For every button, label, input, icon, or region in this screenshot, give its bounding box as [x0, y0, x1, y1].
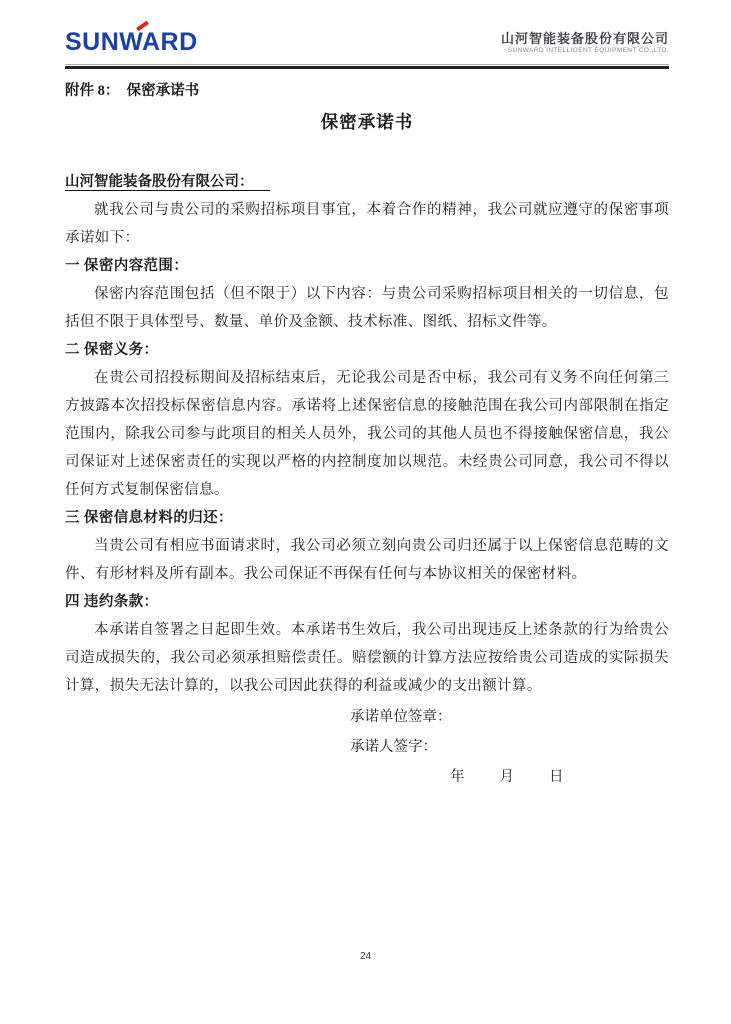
sunward-logo — [65, 30, 198, 55]
document-content — [65, 0, 669, 792]
company-name-block — [501, 31, 669, 55]
section-3-body: 当贵公司有相应书面请求时，我公司必须立刻向贵公司归还属于以上保密信息范畴的文件、有形材料及所有副本。我公司保证不再保有任何与本协议相关的保密材料。 — [65, 538, 669, 582]
section-1-heading: 一 保密内容范围： — [65, 258, 189, 274]
page-number: 24 — [359, 951, 372, 962]
salutation-line — [65, 168, 669, 196]
company-name-english: SUNWARD INTELLIGENT EQUIPMENT CO.,LTD. — [507, 46, 669, 54]
section-1-body: 保密内容范围包括（但不限于）以下内容：与贵公司采购招标项目相关的一切信息，包括但不限于具体型号、数量、单价及金额、技术标准、图纸、招标文件等。 — [65, 286, 669, 330]
page-header — [65, 0, 669, 55]
section-4-body: 本承诺自签署之日起即生效。本承诺书生效后，我公司出现违反上述条款的行为给贵公司造成损失的，我公司必须承担赔偿责任。赔偿额的计算方法应按给贵公司造成的实际损失计算，损失无法计算的，以我公司因此获得的利益或减少的支出额计算。 — [65, 622, 669, 694]
attachment-label: 附件 8： 保密承诺书 — [65, 83, 200, 99]
company-name-chinese: 山河智能装备股份有限公司 — [500, 30, 669, 46]
signature-person-label: 承诺人签字： — [350, 739, 437, 755]
signature-unit-seal-label: 承诺单位签章： — [350, 709, 452, 725]
sunward-logo-text: SUNWARD — [65, 28, 198, 56]
section-2-body: 在贵公司招投标期间及招标结束后，无论我公司是否中标，我公司有义务不向任何第三方披露本次招投标保密信息内容。承诺将上述保密信息的接触范围在我公司内部限制在指定范围内，除我公司参与此项目的相关人员外，我公司的其他人员也不得接触保密信息，我公司保证对上述保密责任的实现以严格的内控制度加以规范。未经贵公司同意，我公司不得以任何方式复制保密信息。 — [65, 370, 669, 498]
section-3-heading: 三 保密信息材料的归还： — [65, 510, 233, 526]
salutation-text: 山河智能装备股份有限公司： — [65, 174, 270, 191]
document-title: 保密承诺书 — [320, 112, 414, 132]
signature-date-line: 年 月 日 — [450, 769, 566, 785]
header-divider — [65, 64, 669, 69]
signature-block — [65, 702, 669, 792]
intro-paragraph: 就我公司与贵公司的采购招标项目事宜，本着合作的精神，我公司就应遵守的保密事项承诺如下： — [65, 202, 669, 246]
section-4-heading: 四 违约条款： — [65, 594, 159, 610]
section-2-heading: 二 保密义务： — [65, 342, 159, 358]
